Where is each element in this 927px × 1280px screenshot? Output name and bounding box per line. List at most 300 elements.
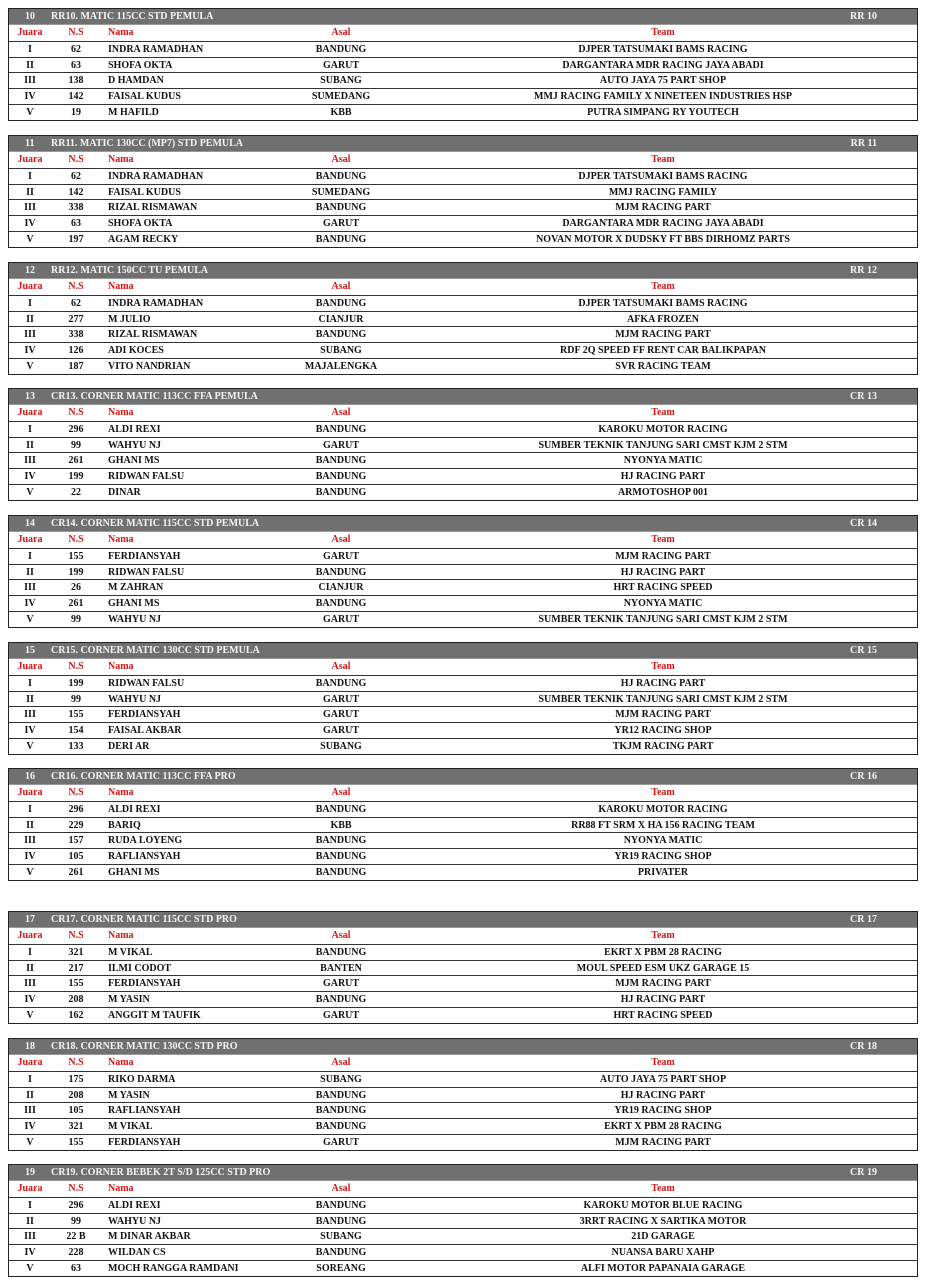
column-header-asal: Asal [331,930,351,941]
column-header-nama: Nama [108,787,134,798]
table-row [9,437,917,453]
cell-asal: BANDUNG [315,1247,367,1259]
cell-asal: BANDUNG [315,455,367,467]
race-number: 12 [25,265,35,276]
cell-team: MJM RACING PART [615,709,711,721]
column-header-team: Team [651,661,675,672]
race-table [8,515,918,628]
column-header-team: Team [651,154,675,165]
cell-ns: 19 [71,106,81,118]
cell-asal: BANDUNG [315,1199,367,1211]
cell-asal: BANDUNG [315,566,367,578]
cell-ns: 321 [68,1121,84,1133]
table-row [9,41,917,57]
table-row [9,722,917,738]
cell-ns: 296 [68,423,84,435]
cell-team: NYONYA MATIC [623,835,703,847]
cell-team: NUANSA BARU XAHP [611,1247,715,1259]
race-table [8,768,918,881]
cell-ns: 199 [68,471,84,483]
table-row [9,991,917,1007]
race-table [8,8,918,121]
table-row [9,342,917,358]
race-title: RR10. MATIC 115CC STD PEMULA [51,11,214,22]
cell-team: EKRT X PBM 28 RACING [604,1121,722,1133]
cell-asal: GARUT [322,1009,360,1021]
cell-team: MMJ RACING FAMILY [608,186,718,198]
cell-ns: 321 [68,946,84,958]
cell-nama: ALDI REXI [108,803,161,815]
cell-nama: AGAM RECKY [108,233,179,245]
cell-team: HRT RACING SPEED [613,1009,713,1021]
race-number: 18 [25,1041,35,1052]
cell-nama: GHANI MS [108,866,160,878]
cell-ns: 22 B [66,1231,86,1243]
cell-asal: BANTEN [320,962,362,974]
table-row [9,1007,917,1023]
race-code: CR 16 [850,771,877,782]
column-header-juara: Juara [17,661,43,672]
cell-ns: 62 [71,170,81,182]
column-header-juara: Juara [17,407,43,418]
cell-team: ARMOTOSHOP 001 [617,486,709,498]
cell-team: NYONYA MATIC [623,455,703,467]
cell-asal: MAJALENGKA [304,360,378,372]
race-header [9,9,917,25]
cell-nama: GHANI MS [108,598,160,610]
race-number: 19 [25,1167,35,1178]
table-row [9,215,917,231]
table-row [9,1134,917,1150]
cell-asal: BANDUNG [315,598,367,610]
race-title: CR19. CORNER BEBEK 2T S/D 125CC STD PRO [51,1167,271,1178]
table-row [9,452,917,468]
cell-ns: 142 [68,91,84,103]
cell-juara: II [26,566,34,578]
race-header [9,1165,917,1181]
cell-ns: 197 [68,233,84,245]
cell-juara: I [28,297,32,309]
cell-juara: I [28,1199,32,1211]
cell-juara: V [26,866,34,878]
column-header-ns: N.S [68,407,84,418]
table-row [9,1260,917,1276]
cell-asal: GARUT [322,978,360,990]
cell-juara: III [24,329,36,341]
cell-ns: 26 [71,582,81,594]
cell-asal: BANDUNG [315,1105,367,1117]
cell-nama: WAHYU NJ [108,613,162,625]
cell-team: NOVAN MOTOR X DUDSKY FT BBS DIRHOMZ PARTS [536,233,790,245]
cell-juara: III [24,582,36,594]
table-row [9,1071,917,1087]
cell-juara: V [26,486,34,498]
cell-ns: 63 [71,59,81,71]
cell-nama: BARIQ [108,819,141,831]
cell-juara: III [24,978,36,990]
cell-juara: I [28,1073,32,1085]
cell-asal: GARUT [322,550,360,562]
cell-team: 21D GARAGE [631,1231,695,1243]
cell-ns: 155 [68,1136,84,1148]
cell-asal: BANDUNG [315,471,367,483]
table-row [9,358,917,374]
race-title: CR14. CORNER MATIC 115CC STD PEMULA [51,518,260,529]
column-header-ns: N.S [68,27,84,38]
race-header [9,516,917,532]
cell-team: TKJM RACING PART [612,740,714,752]
cell-ns: 199 [68,677,84,689]
column-header-asal: Asal [331,661,351,672]
cell-asal: CIANJUR [318,313,364,325]
table-row [9,832,917,848]
cell-juara: II [26,59,34,71]
cell-nama: ADI KOCES [108,345,164,357]
cell-juara: III [24,75,36,87]
table-row [9,848,917,864]
race-table [8,1038,918,1151]
cell-team: 3RRT RACING X SARTIKA MOTOR [579,1215,747,1227]
cell-asal: SUBANG [320,1231,362,1243]
table-row [9,738,917,754]
cell-juara: I [28,677,32,689]
cell-nama: M YASIN [108,994,150,1006]
cell-asal: BANDUNG [315,803,367,815]
column-header-ns: N.S [68,154,84,165]
cell-ns: 142 [68,186,84,198]
race-number: 17 [25,914,35,925]
cell-nama: M YASIN [108,1089,150,1101]
table-row [9,231,917,247]
table-row [9,706,917,722]
column-header-asal: Asal [331,1183,351,1194]
cell-nama: M VIKAL [108,946,153,958]
cell-team: MMJ RACING FAMILY X NINETEEN INDUSTRIES HSP [534,91,792,103]
column-header-juara: Juara [17,1057,43,1068]
race-table [8,1164,918,1277]
race-table [8,262,918,375]
cell-asal: KBB [330,819,352,831]
cell-juara: V [26,740,34,752]
cell-nama: RIDWAN FALSU [108,471,185,483]
cell-nama: RUDA LOYENG [108,835,183,847]
cell-asal: SUMEDANG [311,91,371,103]
race-header [9,912,917,928]
cell-asal: SUBANG [320,345,362,357]
race-number: 13 [25,391,35,402]
cell-team: DJPER TATSUMAKI BAMS RACING [578,170,748,182]
column-header-row [9,1055,917,1071]
column-header-nama: Nama [108,534,134,545]
table-row [9,960,917,976]
cell-asal: SUBANG [320,1073,362,1085]
cell-asal: GARUT [322,693,360,705]
cell-nama: INDRA RAMADHAN [108,43,204,55]
cell-juara: I [28,946,32,958]
cell-ns: 138 [68,75,84,87]
column-header-row [9,785,917,801]
cell-asal: CIANJUR [318,582,364,594]
cell-nama: WAHYU NJ [108,693,162,705]
cell-nama: SHOFA OKTA [108,218,173,230]
cell-ns: 229 [68,819,84,831]
column-header-nama: Nama [108,1183,134,1194]
cell-juara: V [26,1009,34,1021]
column-header-juara: Juara [17,930,43,941]
cell-ns: 261 [68,866,84,878]
cell-juara: V [26,360,34,372]
cell-team: ALFI MOTOR PAPANAIA GARAGE [580,1262,746,1274]
cell-asal: BANDUNG [315,329,367,341]
cell-juara: II [26,693,34,705]
column-header-row [9,152,917,168]
race-code: CR 13 [850,391,877,402]
cell-juara: II [26,186,34,198]
table-row [9,88,917,104]
cell-nama: DERI AR [108,740,150,752]
race-number: 14 [25,518,35,529]
column-header-nama: Nama [108,27,134,38]
cell-team: HJ RACING PART [620,994,706,1006]
cell-asal: BANDUNG [315,1121,367,1133]
cell-nama: FAISAL AKBAR [108,725,182,737]
cell-ns: 155 [68,550,84,562]
cell-asal: BANDUNG [315,835,367,847]
cell-nama: FERDIANSYAH [108,978,181,990]
race-header [9,263,917,279]
cell-nama: FAISAL KUDUS [108,186,181,198]
cell-nama: VITO NANDRIAN [108,360,191,372]
column-header-row [9,405,917,421]
cell-asal: BANDUNG [315,202,367,214]
table-row [9,57,917,73]
race-code: CR 19 [850,1167,877,1178]
cell-team: HRT RACING SPEED [613,582,713,594]
cell-juara: I [28,43,32,55]
cell-ns: 99 [71,693,81,705]
cell-nama: FERDIANSYAH [108,709,181,721]
cell-juara: IV [24,345,36,357]
cell-nama: FERDIANSYAH [108,1136,181,1148]
cell-ns: 277 [68,313,84,325]
cell-ns: 261 [68,598,84,610]
cell-juara: V [26,1262,34,1274]
table-row [9,72,917,88]
race-header [9,389,917,405]
cell-team: HJ RACING PART [620,471,706,483]
column-header-juara: Juara [17,1183,43,1194]
cell-juara: IV [24,471,36,483]
cell-nama: RAFLIANSYAH [108,851,181,863]
column-header-juara: Juara [17,534,43,545]
cell-juara: IV [24,218,36,230]
cell-team: MJM RACING PART [615,550,711,562]
race-title: CR13. CORNER MATIC 113CC FFA PEMULA [51,391,258,402]
cell-ns: 22 [71,486,81,498]
cell-juara: III [24,1231,36,1243]
column-header-nama: Nama [108,1057,134,1068]
cell-juara: I [28,550,32,562]
table-row [9,1087,917,1103]
column-header-team: Team [651,930,675,941]
cell-asal: BANDUNG [315,297,367,309]
cell-nama: FERDIANSYAH [108,550,181,562]
cell-ns: 62 [71,43,81,55]
cell-asal: SUBANG [320,75,362,87]
cell-ns: 296 [68,803,84,815]
cell-team: KAROKU MOTOR RACING [598,803,728,815]
table-row [9,311,917,327]
column-header-row [9,279,917,295]
cell-asal: GARUT [322,725,360,737]
cell-juara: I [28,170,32,182]
cell-nama: RIDWAN FALSU [108,566,185,578]
column-header-ns: N.S [68,787,84,798]
column-header-ns: N.S [68,1057,84,1068]
cell-ns: 105 [68,1105,84,1117]
race-code: RR 12 [850,265,877,276]
cell-juara: II [26,962,34,974]
column-header-asal: Asal [331,154,351,165]
cell-team: AUTO JAYA 75 PART SHOP [599,75,727,87]
cell-nama: GHANI MS [108,455,160,467]
race-number: 16 [25,771,35,782]
cell-nama: M JULIO [108,313,151,325]
column-header-nama: Nama [108,154,134,165]
race-table [8,135,918,248]
cell-juara: III [24,202,36,214]
cell-ns: 175 [68,1073,84,1085]
cell-nama: WAHYU NJ [108,1215,162,1227]
cell-team: AUTO JAYA 75 PART SHOP [599,1073,727,1085]
cell-team: HJ RACING PART [620,566,706,578]
cell-ns: 217 [68,962,84,974]
column-header-team: Team [651,1183,675,1194]
cell-team: SUMBER TEKNIK TANJUNG SARI CMST KJM 2 STM [538,439,788,451]
cell-team: MJM RACING PART [615,202,711,214]
cell-team: YR12 RACING SHOP [614,725,712,737]
table-row [9,611,917,627]
cell-ns: 105 [68,851,84,863]
cell-team: MJM RACING PART [615,1136,711,1148]
cell-juara: III [24,709,36,721]
cell-juara: IV [24,851,36,863]
column-header-team: Team [651,281,675,292]
cell-team: YR19 RACING SHOP [614,851,712,863]
cell-juara: III [24,835,36,847]
cell-ns: 99 [71,1215,81,1227]
cell-nama: RIZAL RISMAWAN [108,202,198,214]
cell-ns: 133 [68,740,84,752]
race-table [8,642,918,755]
cell-team: NYONYA MATIC [623,598,703,610]
race-number: 11 [25,138,35,149]
cell-nama: ILMI CODOT [108,962,172,974]
cell-team: DJPER TATSUMAKI BAMS RACING [578,43,748,55]
column-header-juara: Juara [17,154,43,165]
column-header-ns: N.S [68,930,84,941]
race-header [9,1039,917,1055]
race-code: RR 11 [850,138,877,149]
table-row [9,595,917,611]
cell-asal: GARUT [322,59,360,71]
race-title: RR12. MATIC 150CC TU PEMULA [51,265,209,276]
cell-team: KAROKU MOTOR BLUE RACING [583,1199,743,1211]
cell-asal: SUBANG [320,740,362,752]
cell-ns: 62 [71,297,81,309]
column-header-ns: N.S [68,1183,84,1194]
cell-juara: I [28,803,32,815]
cell-team: YR19 RACING SHOP [614,1105,712,1117]
table-row [9,199,917,215]
cell-ns: 99 [71,613,81,625]
cell-team: RR88 FT SRM X HA 156 RACING TEAM [571,819,755,831]
cell-juara: IV [24,1121,36,1133]
race-code: CR 18 [850,1041,877,1052]
table-row [9,548,917,564]
table-row [9,168,917,184]
column-header-juara: Juara [17,787,43,798]
cell-team: PUTRA SIMPANG RY YOUTECH [587,106,739,118]
cell-juara: V [26,1136,34,1148]
cell-asal: BANDUNG [315,423,367,435]
table-row [9,1118,917,1134]
column-header-row [9,532,917,548]
race-code: CR 15 [850,645,877,656]
table-row [9,944,917,960]
column-header-row [9,1181,917,1197]
table-row [9,326,917,342]
column-header-team: Team [651,407,675,418]
cell-nama: M DINAR AKBAR [108,1231,191,1243]
column-header-asal: Asal [331,1057,351,1068]
cell-asal: BANDUNG [315,946,367,958]
cell-ns: 208 [68,1089,84,1101]
cell-ns: 63 [71,1262,81,1274]
cell-asal: SUMEDANG [311,186,371,198]
table-row [9,1102,917,1118]
cell-juara: V [26,233,34,245]
cell-team: HJ RACING PART [620,1089,706,1101]
cell-team: MJM RACING PART [615,978,711,990]
cell-ns: 199 [68,566,84,578]
column-header-ns: N.S [68,534,84,545]
cell-asal: GARUT [322,439,360,451]
cell-ns: 157 [68,835,84,847]
table-row [9,801,917,817]
cell-juara: V [26,613,34,625]
cell-ns: 296 [68,1199,84,1211]
cell-nama: WILDAN CS [108,1247,166,1259]
table-row [9,468,917,484]
cell-ns: 126 [68,345,84,357]
cell-nama: MOCH RANGGA RAMDANI [108,1262,239,1274]
table-row [9,864,917,880]
cell-juara: II [26,1089,34,1101]
column-header-asal: Asal [331,27,351,38]
race-title: CR18. CORNER MATIC 130CC STD PRO [51,1041,238,1052]
cell-juara: II [26,313,34,325]
table-row [9,975,917,991]
cell-nama: RIDWAN FALSU [108,677,185,689]
cell-ns: 162 [68,1009,84,1021]
column-header-row [9,25,917,41]
cell-juara: III [24,1105,36,1117]
cell-team: EKRT X PBM 28 RACING [604,946,722,958]
column-header-ns: N.S [68,281,84,292]
cell-ns: 154 [68,725,84,737]
race-header [9,769,917,785]
